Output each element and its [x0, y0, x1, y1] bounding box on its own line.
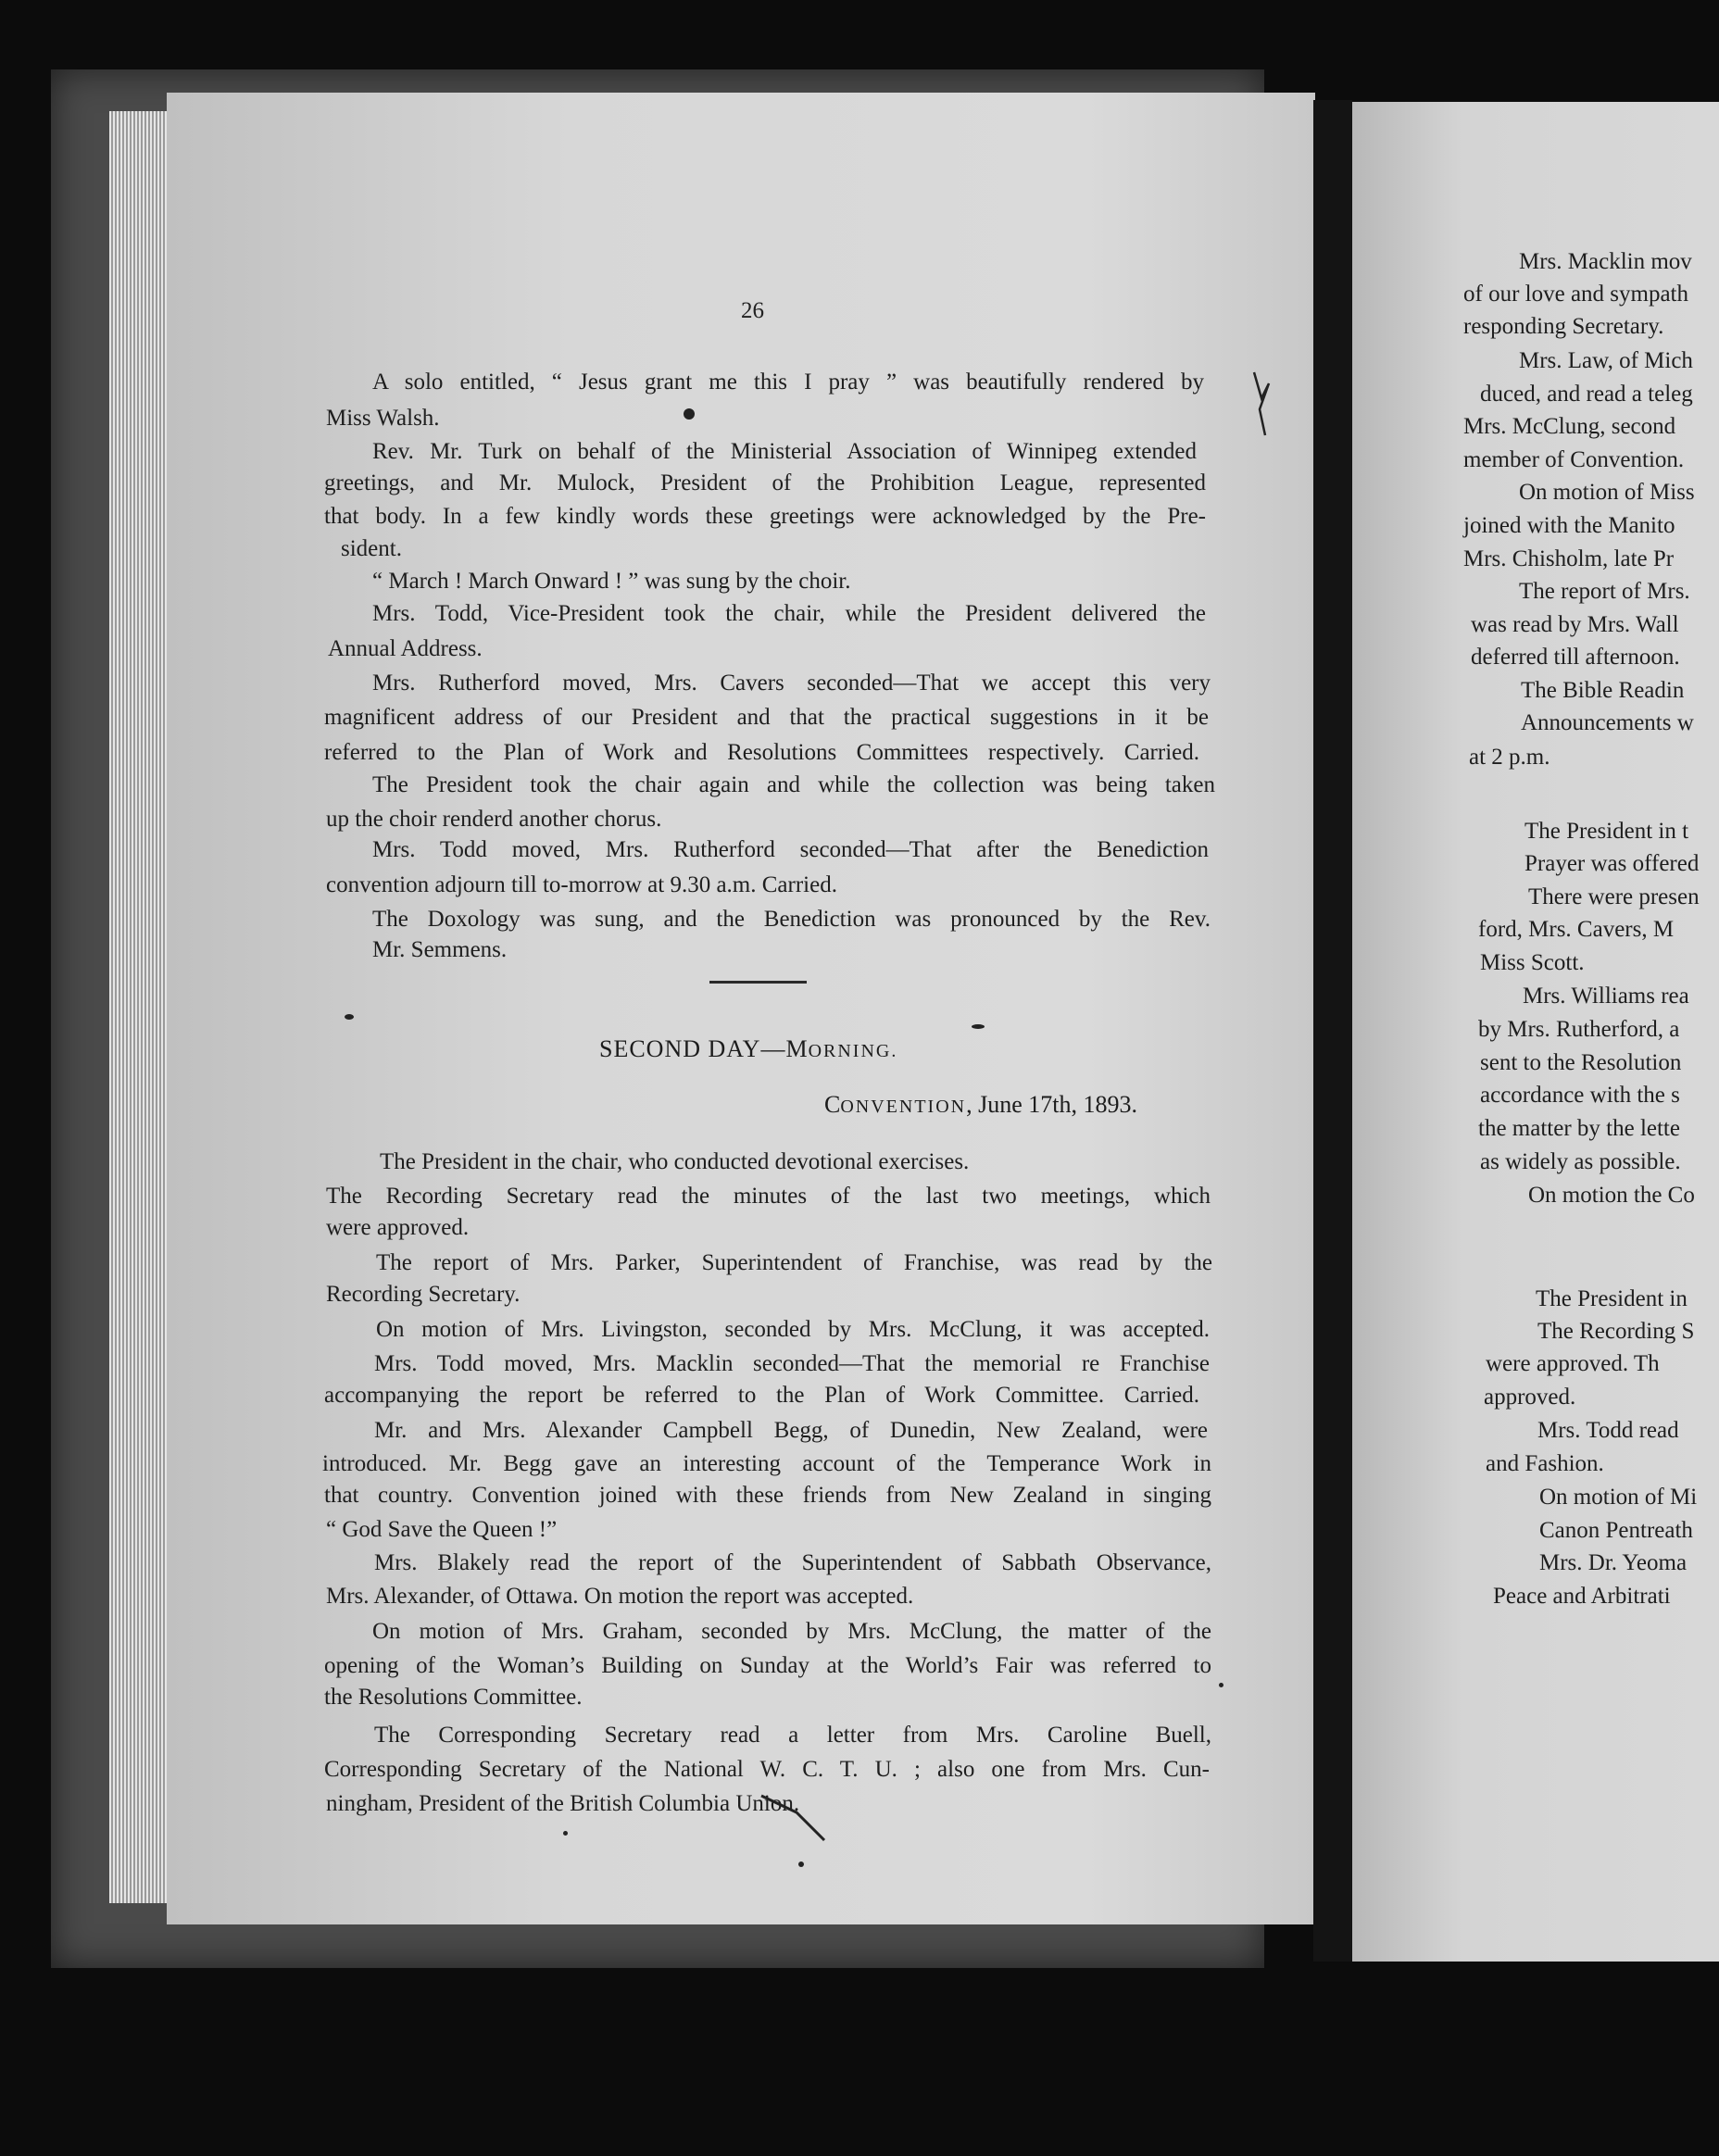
paragraph-line: Mrs. Alexander, of Ottawa. On motion the report was accepted.	[326, 1584, 914, 1609]
right-page-line: Prayer was offered	[1525, 851, 1700, 876]
right-page-line: were approved. Th	[1486, 1351, 1660, 1376]
dateline-rest: , June 17th, 1893.	[966, 1091, 1137, 1118]
book-gutter	[1313, 100, 1352, 1962]
right-page-line: was read by Mrs. Wall	[1471, 612, 1679, 637]
right-page-line: by Mrs. Rutherford, a	[1478, 1017, 1680, 1042]
right-page-line: accordance with the s	[1480, 1083, 1680, 1108]
paragraph-line: Mrs. Todd, Vice-President took the chair, while the President delivered the	[372, 601, 1206, 626]
ink-speck	[684, 408, 695, 420]
right-page-line: Mrs. Law, of Mich	[1519, 348, 1693, 373]
right-page-line: of our love and sympath	[1463, 282, 1689, 307]
right-page-line: at 2 p.m.	[1469, 745, 1550, 770]
ink-speck	[345, 1014, 354, 1020]
right-page-line: deferred till afternoon.	[1471, 645, 1680, 670]
paragraph-line: Mr. and Mrs. Alexander Campbell Begg, of Dunedin, New Zealand, were	[374, 1418, 1208, 1443]
right-page	[1352, 102, 1719, 1962]
paragraph-line: Mrs. Blakely read the report of the Superintendent of Sabbath Observance,	[374, 1550, 1211, 1575]
right-page-line: approved.	[1484, 1385, 1576, 1410]
dateline-smallcaps: ONVENTION	[840, 1097, 967, 1117]
paragraph-line: were approved.	[326, 1215, 470, 1240]
margin-mark	[1248, 370, 1276, 445]
heading-main: SECOND DAY—M	[599, 1035, 809, 1062]
paragraph-line: Mrs. Rutherford moved, Mrs. Cavers seconded—That we accept this very	[372, 671, 1211, 696]
paragraph-line: The Corresponding Secretary read a letter from Mrs. Caroline Buell,	[374, 1723, 1211, 1748]
section-heading	[599, 1035, 897, 1063]
right-page-line: Miss Scott.	[1480, 950, 1585, 975]
right-page-line: joined with the Manito	[1463, 513, 1675, 538]
paragraph-line: accompanying the report be referred to the Plan of Work Committee. Carried.	[324, 1383, 1199, 1408]
right-page-line: duced, and read a teleg	[1480, 382, 1693, 407]
paragraph-line: referred to the Plan of Work and Resolutions Committees respectively. Carried.	[324, 740, 1199, 765]
paragraph-line: Miss Walsh.	[326, 406, 440, 431]
paragraph-line: The Recording Secretary read the minutes of the last two meetings, which	[326, 1184, 1211, 1209]
paragraph-line: convention adjourn till to-morrow at 9.30 a.m. Carried.	[326, 872, 837, 897]
right-page-line: as widely as possible.	[1480, 1149, 1681, 1174]
ink-stroke	[759, 1792, 834, 1848]
paragraph-line: magnificent address of our President and that the practical suggestions in it be	[324, 705, 1209, 730]
paragraph-line: The President took the chair again and while the collection was being taken	[372, 772, 1215, 797]
paragraph-line: The report of Mrs. Parker, Superintendent of Franchise, was read by the	[376, 1250, 1212, 1275]
right-page-line: On motion of Mi	[1539, 1485, 1698, 1510]
heading-smallcaps: ORNING.	[808, 1041, 898, 1061]
ink-speck	[798, 1861, 804, 1867]
right-page-line: Canon Pentreath	[1539, 1518, 1693, 1543]
paragraph-line: Rev. Mr. Turk on behalf of the Ministerial Association of Winnipeg extended	[372, 439, 1197, 464]
right-page-line: Mrs. Chisholm, late Pr	[1463, 546, 1675, 571]
right-page-line: The President in t	[1525, 819, 1689, 844]
right-page-line: The Recording S	[1537, 1319, 1695, 1344]
paragraph-line: up the choir renderd another chorus.	[326, 807, 662, 832]
paragraph-line: Annual Address.	[328, 636, 483, 661]
paragraph-line: that country. Convention joined with these friends from New Zealand in singing	[324, 1483, 1211, 1508]
right-page-line: Mrs. Williams rea	[1523, 984, 1689, 1009]
right-page-line: Mrs. Macklin mov	[1519, 249, 1692, 274]
paragraph-line: Corresponding Secretary of the National W. C. T. U. ; also one from Mrs. Cun-	[324, 1757, 1210, 1782]
right-page-line: ford, Mrs. Cavers, M	[1478, 917, 1675, 942]
paragraph-line: the Resolutions Committee.	[324, 1685, 583, 1710]
paragraph-line: sident.	[341, 536, 402, 561]
paragraph-line: The Doxology was sung, and the Benediction was pronounced by the Rev.	[372, 907, 1211, 932]
page-number: 26	[741, 298, 764, 323]
right-page-line: member of Convention.	[1463, 447, 1685, 472]
right-page-line: sent to the Resolution	[1480, 1050, 1682, 1075]
right-page-line: Peace and Arbitrati	[1493, 1584, 1671, 1609]
paragraph-line: On motion of Mrs. Livingston, seconded by Mrs. McClung, it was accepted.	[376, 1317, 1210, 1342]
paragraph-line: “ God Save the Queen !”	[326, 1517, 558, 1542]
ink-speck	[563, 1831, 568, 1836]
paragraph-line: A solo entitled, “ Jesus grant me this I pray ” was beautifully rendered by	[372, 370, 1204, 395]
ink-speck	[972, 1024, 985, 1029]
right-page-line: Mrs. Todd read	[1537, 1418, 1679, 1443]
right-page-line: The report of Mrs.	[1519, 579, 1690, 604]
right-page-line: There were presen	[1528, 884, 1700, 909]
paragraph-line: ningham, President of the British Columbia Union.	[326, 1791, 800, 1816]
right-page-line: Mrs. Dr. Yeoma	[1539, 1550, 1688, 1575]
section-rule	[709, 981, 807, 984]
right-page-line: Mrs. McClung, second	[1463, 414, 1676, 439]
paragraph-line: Mrs. Todd moved, Mrs. Rutherford seconded—That after the Benediction	[372, 837, 1209, 862]
paragraph-line: that body. In a few kindly words these greetings were acknowledged by the Pre-	[324, 504, 1206, 529]
paragraph-line: opening of the Woman’s Building on Sunday at the World’s Fair was referred to	[324, 1653, 1211, 1678]
right-page-line: and Fashion.	[1486, 1451, 1604, 1476]
right-page-line: responding Secretary.	[1463, 314, 1664, 339]
right-page-line: On motion of Miss	[1519, 480, 1695, 505]
dateline-first: C	[824, 1091, 841, 1118]
paragraph-line: Mr. Semmens.	[372, 937, 508, 962]
right-page-line: the matter by the lette	[1478, 1116, 1680, 1141]
right-page-line: Announcements w	[1521, 710, 1694, 735]
right-page-line: The President in	[1536, 1286, 1688, 1311]
paragraph-line: introduced. Mr. Begg gave an interesting account of the Temperance Work in	[322, 1451, 1211, 1476]
paragraph-line: Recording Secretary.	[326, 1282, 521, 1307]
paragraph-line: greetings, and Mr. Mulock, President of the Prohibition League, represented	[324, 470, 1206, 495]
dateline	[824, 1091, 1137, 1119]
paragraph-line: “ March ! March Onward ! ” was sung by the choir.	[372, 569, 851, 594]
right-page-line: The Bible Readin	[1521, 678, 1685, 703]
right-page-line: On motion the Co	[1528, 1183, 1695, 1208]
paragraph-line: On motion of Mrs. Graham, seconded by Mrs. McClung, the matter of the	[372, 1619, 1211, 1644]
paragraph-line: Mrs. Todd moved, Mrs. Macklin seconded—That the memorial re Franchise	[374, 1351, 1210, 1376]
paragraph-line: The President in the chair, who conducted devotional exercises.	[380, 1149, 970, 1174]
ink-speck	[1219, 1683, 1223, 1687]
